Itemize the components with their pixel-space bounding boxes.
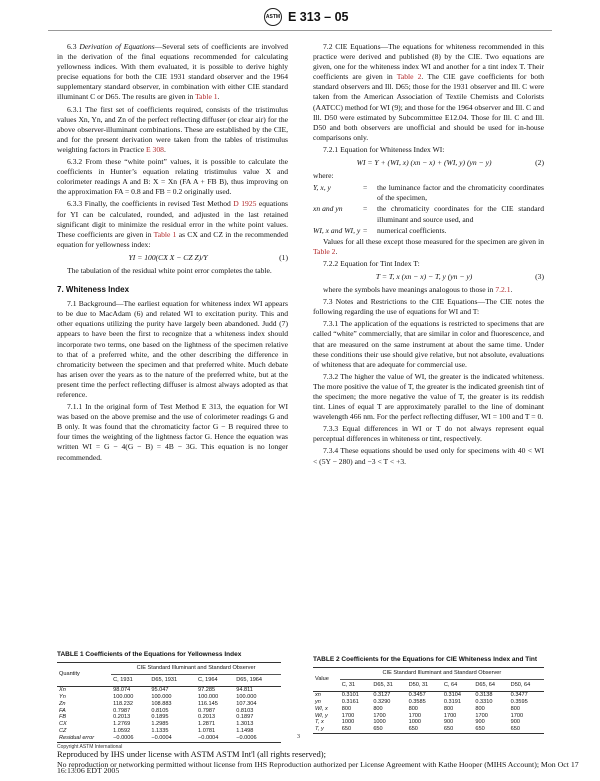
- table-1-cell: 100.000: [236, 693, 257, 700]
- table-1-caption: TABLE 1 Coefficients of the Equations for Yellowness Index: [57, 651, 242, 658]
- table-1-row-label: FA: [59, 707, 66, 714]
- table-2-cell: 650: [408, 726, 418, 733]
- table-1-cell: 94.811: [236, 686, 253, 693]
- where-eq: =: [363, 204, 368, 214]
- where-row: [313, 183, 544, 203]
- table-2-cell: 650: [373, 726, 383, 733]
- where-row: [313, 204, 544, 224]
- table-1-cell: 97.285: [198, 686, 216, 693]
- table-2-cell: 1000: [408, 719, 422, 726]
- table-2-cell: 1000: [373, 719, 386, 726]
- table-row: [57, 701, 281, 708]
- paragraph-symbols: where the symbols have meanings analogous to those in 7.2.1.: [323, 285, 513, 295]
- table-1-cell: 1.0592: [113, 728, 131, 735]
- right-column: [313, 42, 544, 469]
- table-2-cell: 1700: [510, 712, 524, 719]
- paragraph-7-3-4: 7.3.4 These equations should be used only for specimens with 40 < WI < (5Y − 280) and −3 < T < +3.: [313, 446, 544, 466]
- table-2-cell: 0.3290: [373, 698, 391, 705]
- table-2-cell: 800: [443, 705, 454, 712]
- table-2: [313, 656, 544, 734]
- table-row: [57, 714, 281, 721]
- table-2-cell: 800: [373, 705, 383, 712]
- paragraph-7-2-1: 7.2.1 Equation for Whiteness Index WI:: [323, 144, 445, 154]
- table-1-cell: 0.7987: [113, 707, 131, 714]
- table-1-cell: −0.0006: [113, 735, 134, 742]
- table-2-cell: 800: [408, 705, 418, 712]
- table-2-cell: 900: [475, 719, 485, 726]
- d1925-link[interactable]: D 1925: [233, 199, 257, 209]
- section-7-heading: 7. Whiteness Index: [57, 285, 130, 295]
- table-1-cell: 100.000: [113, 693, 134, 700]
- table-1-cell: 0.1897: [236, 714, 254, 721]
- table-row: [57, 686, 281, 693]
- table-2-cell: 650: [443, 726, 454, 733]
- paragraph-after-eq1: The tabulation of the residual white point error completes the table.: [67, 265, 272, 275]
- table-2-row-label: WI, y: [315, 712, 328, 719]
- table-2-cell: 0.3310: [475, 698, 493, 705]
- table-2-column-header: D50, 64: [510, 681, 531, 688]
- table-1-cell: 107.304: [236, 700, 257, 707]
- table-1-cell: 0.8103: [236, 707, 254, 714]
- table-1-quantity-header: Quantity: [59, 670, 80, 677]
- table-2-cell: 650: [475, 726, 485, 733]
- table-2-column-header: D50, 31: [408, 681, 429, 688]
- table-2-value-header: Value: [315, 675, 329, 682]
- table-1-cell: 1.1498: [236, 728, 254, 735]
- table-1-row-label: Residual error: [59, 735, 95, 742]
- table-row: [57, 694, 281, 701]
- table-1-cell: 0.8105: [151, 707, 169, 714]
- table-1-row-label: FB: [59, 714, 67, 721]
- where-list: [313, 183, 544, 235]
- table-2-cell: 0.3101: [341, 691, 359, 698]
- table-2-row-label: yn: [315, 698, 321, 705]
- table-2-column-header: D65, 64: [475, 681, 495, 688]
- table-2-row-label: xn: [315, 691, 321, 698]
- table-1-cell: 98.074: [113, 686, 131, 693]
- table-2-cell: 800: [475, 705, 485, 712]
- document-title: E 313 – 05: [288, 10, 349, 24]
- e308-link[interactable]: E 308: [146, 144, 164, 154]
- table-row: [57, 721, 281, 728]
- paragraph-7-3-1: 7.3.1 The application of the equations is restricted to specimens that are called “white” commercially, that are similar in color and fluorescence, and that are measured on the same instrument at about the same time. Under these conditions their use should give relative, but not absolute, evaluations of whiteness that are adequate for commercial use.: [313, 319, 544, 369]
- table-row: [57, 735, 281, 742]
- table-2-cell: 650: [341, 726, 352, 733]
- where-row: [313, 226, 544, 236]
- footer-copyright: Copyright ASTM International: [57, 744, 123, 750]
- table-1-cell: 1.2769: [113, 721, 131, 728]
- where-eq: =: [363, 183, 368, 193]
- where-sym: WI, x and WI, y: [313, 225, 361, 235]
- table-2-cell: 1000: [341, 719, 355, 726]
- table-1-column-header: C, 1931: [113, 676, 133, 683]
- table-1-row-label: Zn: [59, 700, 66, 707]
- table-2-column-header: D65, 31: [373, 681, 393, 688]
- left-column: [57, 42, 288, 465]
- paragraph-7-3-2: 7.3.2 The higher the value of WI, the greater is the indicated whiteness. The more positive the value of T, the greater is the indicated greenish tint of the specimen; the more negative the value of T, the greater is its reddish tint. Lines of equal T are approximately parallel to the line of dominant wavelength 466 nm. For the perfect reflecting diffuser, WI = 100 and T = 0.: [313, 371, 544, 422]
- table-2-cell: 0.3595: [510, 698, 528, 705]
- table-2-cell: 0.3585: [408, 698, 426, 705]
- table-1-cell: 100.000: [151, 693, 172, 700]
- table-2-cell: 0.3104: [443, 691, 461, 698]
- table-1-cell: 108.883: [151, 700, 172, 707]
- header-rule: [48, 30, 552, 31]
- table-2-cell: 0.3127: [373, 691, 391, 698]
- table-1-cell: 0.2013: [198, 714, 216, 721]
- table-2-cell: 900: [443, 719, 454, 726]
- table-1-cell: −0.0004: [151, 735, 172, 742]
- table-2-row-label: T, x: [315, 719, 324, 726]
- table-2-cell: 0.3138: [475, 691, 493, 698]
- equation-3: T = T, x (xn − x) − T, y (yn − y) (3): [375, 271, 544, 281]
- paragraph-7-1-1: 7.1.1 In the original form of Test Method E 313, the equation for WI was based on the above premise and the use of colorimeter readings G and B only. It was found that the chromaticity factor G − B required three to four times the weighting of the lightness factor G. Hence the equation was written WI = G − 4(G − B) = 4B − 3G. This equation is no longer recommended.: [57, 402, 288, 462]
- table-1-column-header: D65, 1931: [151, 676, 178, 683]
- paragraph-7-2: 7.2 CIE Equations—The equations for whiteness recommended in this practice were derived and published (8) by the CIE. Two equations are given, one for the whiteness index WI and another for a tint index T. Their coefficients are given in Table 2. The CIE gave coefficients for both standard observers and Ill. D65; those for the 1931 observer and Ill. C were taken from the American Association of Textile Chemists and Colorists (AATCC) method for WI (9); and those for the 1964 observer and Ill. C and Ill. D50 were estimated by Subcommittee E12.04. Those for Ill. C and Ill. D50 and both observers are unofficial and should be used for in-house comparisons only.: [313, 42, 544, 142]
- table-1-cell: 1.2871: [198, 721, 216, 728]
- table-2-caption: TABLE 2 Coefficients for the Equations for CIE Whiteness Index and Tint: [313, 656, 538, 663]
- table-1-column-header: D65, 1964: [236, 676, 263, 683]
- paragraph-6-3-2: 6.3.2 From these “white point” values, it is possible to calculate the coefficients in Hunter’s equation relating tristimulus value X and colorimeter readings A and B: X = Xn (FA A + FB B), thus improving on the approximation FA = 0.8 and FB = 0.2 originally used.: [57, 157, 288, 197]
- table-row: [313, 726, 544, 733]
- table-row: [57, 728, 281, 735]
- table-1-cell: 100.000: [198, 693, 219, 700]
- table-1-cell: −0.0006: [236, 735, 257, 742]
- table-row: [313, 691, 544, 698]
- page-number: 3: [297, 734, 300, 740]
- table2-link-2[interactable]: Table 2: [313, 246, 336, 256]
- table-2-cell: 1700: [443, 712, 457, 719]
- table-1-cell: 116.145: [198, 700, 218, 707]
- table-1-cell: −0.0004: [198, 735, 219, 742]
- table-1-cell: 1.0781: [198, 728, 216, 735]
- where-desc: the luminance factor and the chromaticity coordinates of the specimen,: [377, 183, 544, 203]
- footer-reproduction: No reproduction or networking permitted without license from IHS Reproduction authorized per License Agreement with Kathe Hooper (MIHS Account); Mon Oct 17 16:13:06 EDT 2005: [57, 760, 579, 775]
- paragraph-6-3-1: 6.3.1 The first set of coefficients required, consists of the tristimulus values Xn, Yn, and Zn of the perfect reflecting diffuser (or clear air) for the above observer-illuminant combinations. These are established by the CIE, and for the present derivation were taken from the tables of tristimulus weighting factors in Practice E 308.: [57, 104, 288, 154]
- paragraph-7-3-3: 7.3.3 Equal differences in WI or T do not always represent equal perceptual differences in whiteness or tint, respectively.: [313, 424, 544, 444]
- table-1-row-label: CX: [59, 721, 67, 728]
- table-1-cell: 1.1335: [151, 728, 169, 735]
- where-label: where:: [313, 171, 334, 181]
- table-row: [313, 719, 544, 726]
- table-2-row-label: T, y: [315, 726, 324, 733]
- paragraph-6-3: 6.3 Derivation of Equations—Several sets of coefficients are involved in the derivation of the final equations recommended for calculating yellowness indices. With them evaluated, it is possible to derive highly precise equations for both the CIE 1931 standard observer and the 1964 supplementary standard observer, in combination with either CIE standard illuminant C or D65. The results are given in Table 1.: [57, 42, 288, 102]
- where-eq: =: [363, 225, 368, 235]
- table-row: [313, 706, 544, 713]
- paragraph-7-3: 7.3 Notes and Restrictions to the CIE Equations—The CIE notes the following regarding the use of equations for WI and T:: [313, 297, 544, 317]
- table-1-group-header: CIE Standard Illuminant and Standard Observer: [111, 663, 281, 675]
- table-2-cell: 800: [341, 705, 352, 712]
- table-1-cell: 1.2985: [151, 721, 169, 728]
- paragraph-7-1: 7.1 Background—The earliest equation for whiteness index WI appears to be due to MacAdam (6) and related WI to excitation purity. This and other equations utilizing the purity have largely been abandoned. Judd (7) appears to have been the first to recognize that a whiteness index should incorporate two terms, one based on the lightness of the specimen relative to that of a preferred white, and the other describing the difference in chromaticity between the specimen and that preferred white. Much debate has arisen over the years as to the nature of the preferred white, but at the present time the perfect reflecting diffuser is almost always adopted as that reference.: [57, 299, 288, 399]
- where-sym: xn and yn: [313, 204, 343, 214]
- table-2-cell: 900: [510, 719, 520, 726]
- footer-license: Reproduced by IHS under license with ASTM ASTM Int'l (all rights reserved);: [57, 749, 326, 759]
- table-1-row-label: CZ: [59, 728, 67, 735]
- table-2-cell: 0.3161: [341, 698, 359, 705]
- equation-2: WI = Y + (WI, x) (xn − x) + (WI, y) (yn − y) (2): [356, 158, 544, 168]
- where-desc: numerical coefficients.: [377, 225, 447, 235]
- table-row: [313, 699, 544, 706]
- table-2-cell: 0.3457: [408, 691, 426, 698]
- table-2-cell: 1700: [408, 712, 422, 719]
- table-2-cell: 0.3477: [510, 691, 528, 698]
- paragraph-values: Values for all these except those measured for the specimen are given in Table 2.: [313, 236, 544, 256]
- table-2-cell: 650: [510, 726, 520, 733]
- table-1-cell: 0.7987: [198, 707, 216, 714]
- table-2-row-label: WI, x: [315, 705, 328, 712]
- table-1-cell: 118.232: [113, 700, 133, 707]
- table-2-cell: 800: [510, 705, 520, 712]
- astm-logo-icon: ASTM: [264, 8, 282, 26]
- table-2-cell: 1700: [341, 712, 355, 719]
- table-1-row-label: Yn: [59, 693, 66, 700]
- table-2-column-header: C, 31: [341, 681, 356, 688]
- table-1-cell: 95.047: [151, 686, 169, 693]
- table-row: [313, 713, 544, 720]
- table-2-column-header: C, 64: [443, 681, 458, 688]
- table-1-column-header: C, 1964: [198, 676, 218, 683]
- table-row: [57, 708, 281, 715]
- table-1-cell: 0.2013: [113, 714, 131, 721]
- where-sym: Y, x, y: [313, 183, 331, 193]
- table-2-group-header: CIE Standard Illuminant and Standard Observer: [340, 668, 544, 680]
- table-1-cell: 0.1895: [151, 714, 169, 721]
- table-2-cell: 1700: [373, 712, 386, 719]
- paragraph-6-3-3: 6.3.3 Finally, the coefficients in revised Test Method D 1925 equations for YI can be calculated, rounded, and adjusted in the last retained significant digit to minimize the residual error in the white point values. These coefficients are given in Table 1 as CX and CZ in the recommended equation for yellowness index:: [57, 199, 288, 249]
- table-1: [57, 651, 281, 743]
- where-desc: the chromaticity coordinates for the CIE standard illuminant and source used, and: [377, 204, 544, 224]
- table2-link[interactable]: Table 2: [396, 72, 422, 82]
- section-7-2-1-link[interactable]: 7.2.1: [495, 285, 511, 295]
- table-2-cell: 0.3191: [443, 698, 461, 705]
- paragraph-7-2-2: 7.2.2 Equation for Tint Index T:: [323, 258, 420, 268]
- table-2-cell: 1700: [475, 712, 488, 719]
- document-header: [264, 6, 348, 28]
- table-1-cell: 1.3013: [236, 721, 254, 728]
- equation-1: YI = 100(CX X − CZ Z)/Y (1): [128, 252, 288, 262]
- table1-link[interactable]: Table 1: [195, 92, 218, 102]
- table1-link-2[interactable]: Table 1: [153, 229, 177, 239]
- table-1-row-label: Xn: [59, 686, 66, 693]
